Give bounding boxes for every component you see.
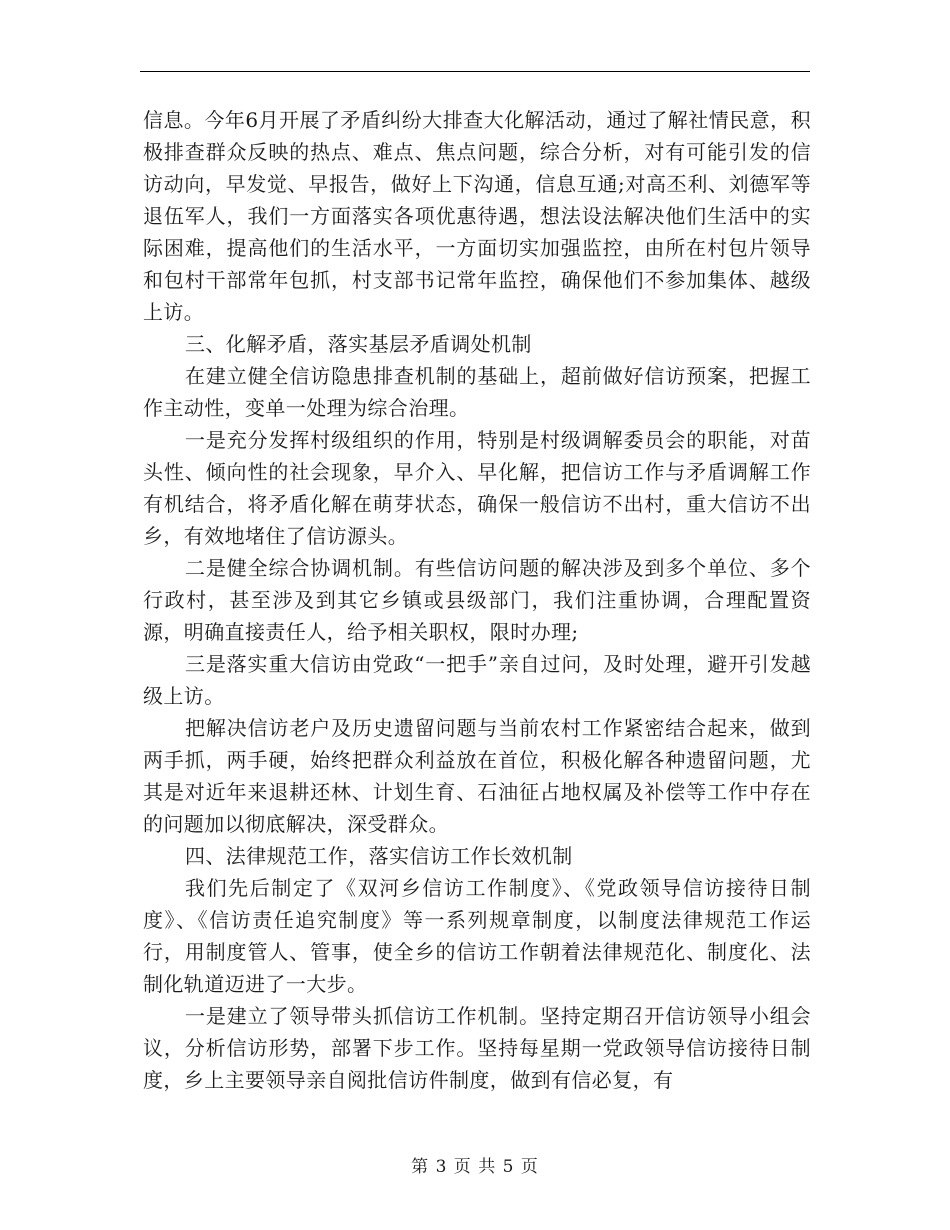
page-number: 第 3 页 共 5 页 (411, 1157, 539, 1177)
section-heading: 四、法律规范工作，落实信访工作长效机制 (185, 844, 573, 868)
paragraph: 我们先后制定了《双河乡信访工作制度》、《党政领导信访接待日制度》、《信访责任追究制度》等一系列规章制度，以制度法律规范工作运行，用制度管人、管事，使全乡的信访工作朝着法律规范化、制度化、法制化轨道迈进了一大步。 (143, 876, 811, 996)
paragraph: 一是充分发挥村级组织的作用，特别是村级调解委员会的职能，对苗头性、倾向性的社会现象，早介入、早化解，把信访工作与矛盾调解工作有机结合，将矛盾化解在萌芽状态，确保一般信访不出村，重大信访不出乡，有效地堵住了信访源头。 (143, 428, 811, 548)
paragraph: 把解决信访老户及历史遗留问题与当前农村工作紧密结合起来，做到两手抓，两手硬，始终把群众利益放在首位，积极化解各种遗留问题，尤其是对近年来退耕还林、计划生育、石油征占地权属及补偿等工作中存在的问题加以彻底解决，深受群众。 (143, 716, 811, 836)
paragraph: 三是落实重大信访由党政“一把手”亲自过问，及时处理，避开引发越级上访。 (143, 652, 811, 708)
paragraph: 信息。今年6月开展了矛盾纠纷大排查大化解活动，通过了解社情民意，积极排查群众反映的热点、难点、焦点问题，综合分析，对有可能引发的信访动向，早发觉、早报告，做好上下沟通，信息互通;对高丕利、刘德军等退伍军人，我们一方面落实各项优惠待遇，想法设法解决他们生活中的实际困难，提高他们的生活水平，一方面切实加强监控，由所在村包片领导和包村干部常年包抓，村支部书记常年监控，确保他们不参加集体、越级上访。 (143, 108, 811, 324)
paragraph: 在建立健全信访隐患排查机制的基础上，超前做好信访预案，把握工作主动性，变单一处理为综合治理。 (143, 364, 811, 420)
paragraph: 一是建立了领导带头抓信访工作机制。坚持定期召开信访领导小组会议，分析信访形势，部署下步工作。坚持每星期一党政领导信访接待日制度，乡上主要领导亲自阅批信访件制度，做到有信必复，有 (143, 1004, 811, 1092)
header-rule (140, 71, 810, 72)
section-heading: 三、化解矛盾，落实基层矛盾调处机制 (185, 332, 532, 356)
paragraph: 二是健全综合协调机制。有些信访问题的解决涉及到多个单位、多个行政村，甚至涉及到其它乡镇或县级部门，我们注重协调，合理配置资源，明确直接责任人，给予相关职权，限时办理; (143, 556, 811, 644)
document-body (143, 104, 811, 1096)
